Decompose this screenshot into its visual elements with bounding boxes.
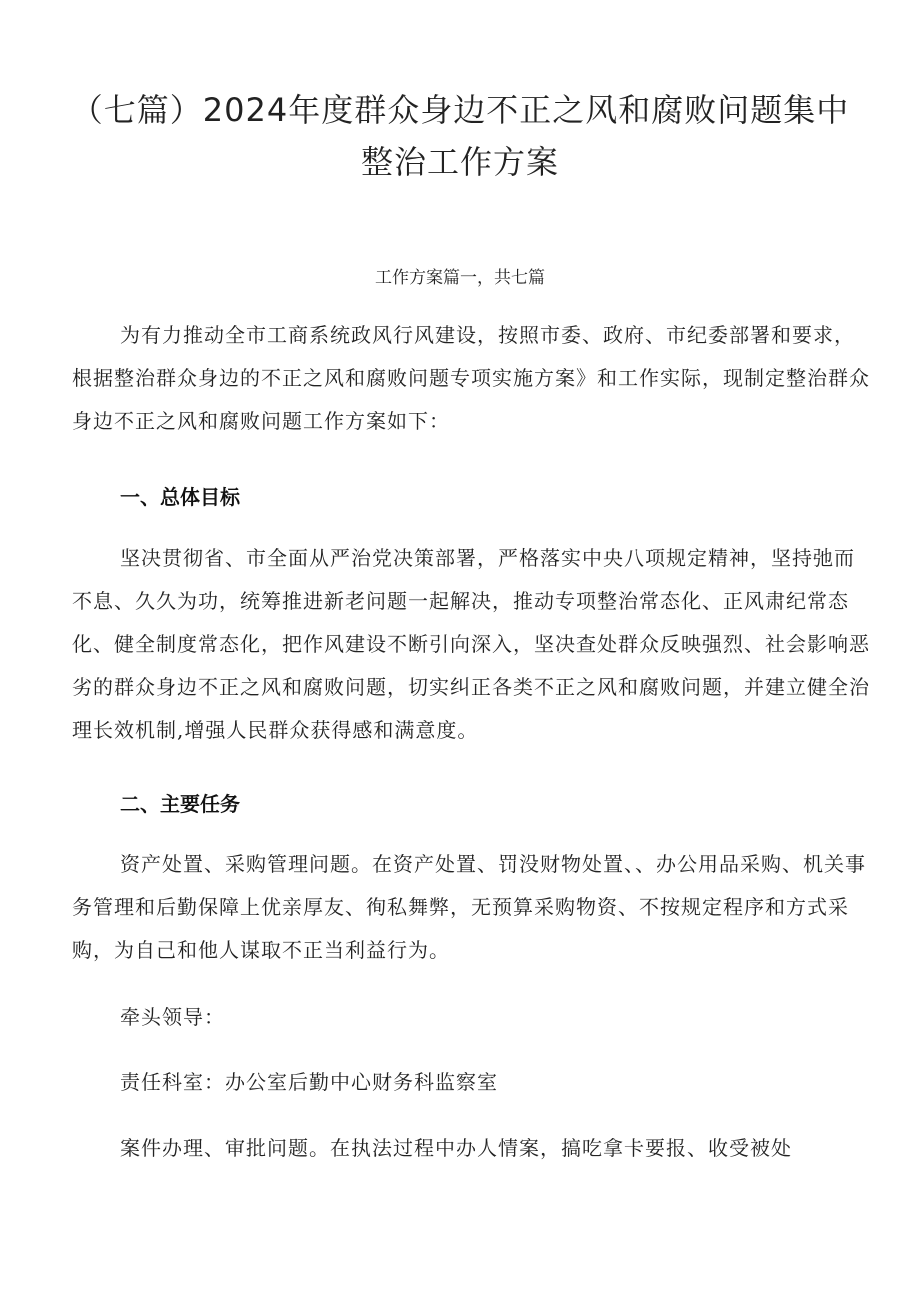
- intro-paragraph: 为有力推动全市工商系统政风行风建设，按照市委、政府、市纪委部署和要求，根据整治群众身边的不正之风和腐败问题专项实施方案》和工作实际，现制定整治群众身边不正之风和腐败问题工作方案如下：: [72, 323, 870, 433]
- task-paragraph-procurement: 资产处置、采购管理问题。在资产处置、罚没财物处置、、办公用品采购、机关事务管理和后勤保障上优亲厚友、徇私舞弊，无预算采购物资、不按规定程序和方式采购，为自己和他人谋取不正当利益行为。: [72, 852, 866, 962]
- section-heading-goals: 一、总体目标: [120, 485, 240, 509]
- document-subtitle: 工作方案篇一，共七篇: [375, 268, 545, 288]
- document-title: （七篇）2024年度群众身边不正之风和腐败问题集中整治工作方案: [70, 91, 850, 181]
- goals-paragraph: 坚决贯彻省、市全面从严治党决策部署，严格落实中央八项规定精神，坚持弛而不息、久久为功，统筹推进新老问题一起解决，推动专项整治常态化、正风肃纪常态化、健全制度常态化，把作风建设不断引向深入，坚决查处群众反映强烈、社会影响恶劣的群众身边不正之风和腐败问题，切实纠正各类不正之风和腐败问题，并建立健全治理长效机制,增强人民群众获得感和满意度。: [72, 546, 870, 742]
- section-heading-tasks: 二、主要任务: [120, 792, 240, 816]
- lead-person-line: 牵头领导：: [120, 1005, 225, 1029]
- responsible-dept-line: 责任科室：办公室后勤中心财务科监察室: [120, 1070, 498, 1094]
- task-paragraph-cases: 案件办理、审批问题。在执法过程中办人情案，搞吃拿卡要报、收受被处: [120, 1136, 792, 1160]
